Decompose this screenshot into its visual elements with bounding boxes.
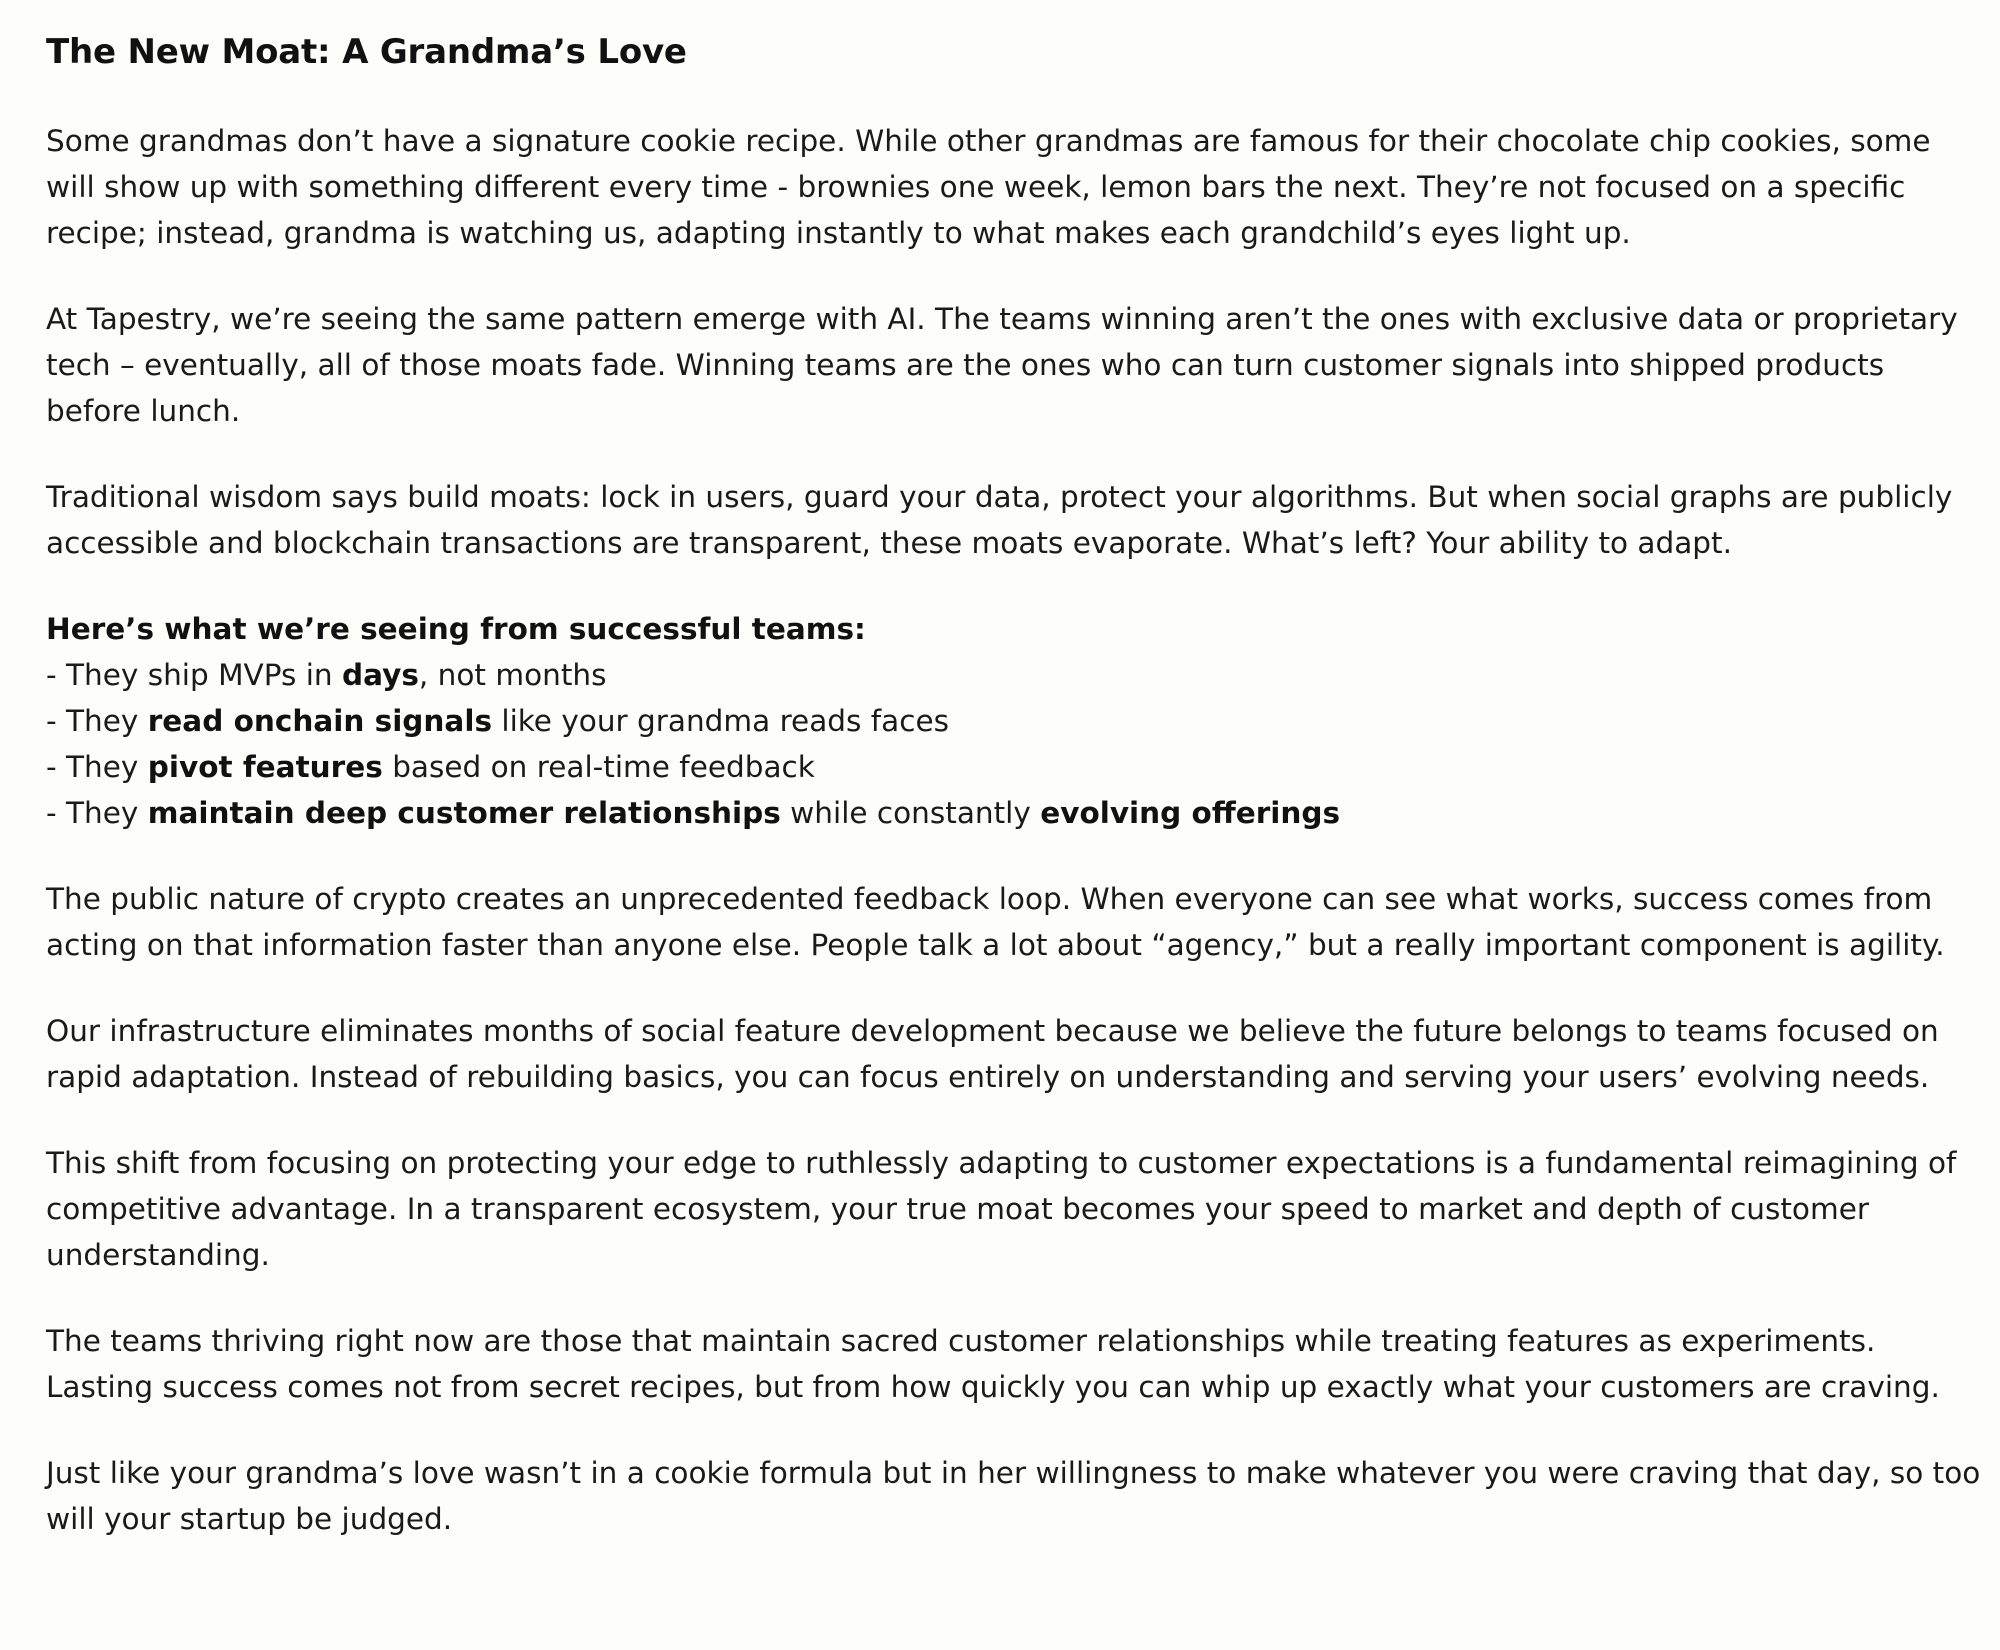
list-item	[46, 790, 1976, 836]
paragraph-infrastructure	[46, 1008, 1976, 1100]
paragraph-line: acting on that information faster than anyone else. People talk a lot about “agency,” but a really important component is agility.	[46, 928, 1945, 962]
list-item-bold: days	[342, 658, 419, 692]
paragraph-traditional-wisdom	[46, 474, 1976, 566]
list-item	[46, 698, 1976, 744]
paragraph-line: rapid adaptation. Instead of rebuilding basics, you can focus entirely on understanding and serving your users’ evolving needs.	[46, 1060, 1930, 1094]
list-item	[46, 744, 1976, 790]
paragraph-conclusion	[46, 1450, 1981, 1542]
paragraph-line: will show up with something different every time - brownies one week, lemon bars the next. They’re not focused on a specific	[46, 170, 1906, 204]
paragraph-line: tech – eventually, all of those moats fade. Winning teams are the ones who can turn customer signals into shipped products	[46, 348, 1885, 382]
paragraph-line: understanding.	[46, 1238, 270, 1272]
list-item-prefix: - They	[46, 704, 148, 738]
paragraph-line: Traditional wisdom says build moats: lock in users, guard your data, protect your algorithms. But when social graphs are publicly	[46, 480, 1953, 514]
paragraph-line: accessible and blockchain transactions are transparent, these moats evaporate. What’s left? Your ability to adapt.	[46, 526, 1732, 560]
paragraph-line: At Tapestry, we’re seeing the same pattern emerge with AI. The teams winning aren’t the ones with exclusive data or proprietary	[46, 302, 1958, 336]
paragraph-shift	[46, 1140, 1976, 1278]
paragraph-line: The public nature of crypto creates an unprecedented feedback loop. When everyone can see what works, success comes from	[46, 882, 1933, 916]
paragraph-line: Just like your grandma’s love wasn’t in a cookie formula but in her willingness to make whatever you were craving that day, so too	[46, 1456, 1981, 1490]
paragraph-line: Lasting success comes not from secret recipes, but from how quickly you can whip up exactly what your customers are craving.	[46, 1370, 1940, 1404]
paragraph-line: competitive advantage. In a transparent ecosystem, your true moat becomes your speed to market and depth of customer	[46, 1192, 1869, 1226]
paragraph-line: Our infrastructure eliminates months of social feature development because we believe the future belongs to teams focused on	[46, 1014, 1939, 1048]
paragraph-line: before lunch.	[46, 394, 241, 428]
paragraph-public-crypto	[46, 876, 1976, 968]
list-item-bold: evolving offerings	[1040, 796, 1341, 830]
list-item-bold: pivot features	[147, 750, 383, 784]
list-item-prefix: - They ship MVPs in	[46, 658, 343, 692]
successful-teams-list	[46, 606, 1976, 836]
paragraph-line: recipe; instead, grandma is watching us, adapting instantly to what makes each grandchild’s eyes light up.	[46, 216, 1631, 250]
list-heading: Here’s what we’re seeing from successful teams:	[46, 612, 866, 646]
paragraph-line: The teams thriving right now are those that maintain sacred customer relationships while treating features as experiments.	[46, 1324, 1876, 1358]
list-item-prefix: - They	[46, 796, 148, 830]
list-item-prefix: - They	[46, 750, 148, 784]
article-title: The New Moat: A Grandma’s Love	[46, 32, 687, 72]
list-item-suffix: like your grandma reads faces	[492, 704, 949, 738]
paragraph-teams-thriving	[46, 1318, 1976, 1410]
list-item-bold: read onchain signals	[147, 704, 492, 738]
list-item-suffix: based on real-time feedback	[382, 750, 815, 784]
list-item-bold: maintain deep customer relationships	[147, 796, 781, 830]
list-item-suffix: , not months	[418, 658, 607, 692]
paragraph-line: will your startup be judged.	[46, 1502, 453, 1536]
paragraph-line: Some grandmas don’t have a signature cookie recipe. While other grandmas are famous for their chocolate chip cookies, some	[46, 124, 1931, 158]
list-item-suffix: while constantly	[780, 796, 1041, 830]
list-item	[46, 652, 1976, 698]
paragraph-grandma-intro	[46, 118, 1976, 256]
paragraph-tapestry	[46, 296, 1976, 434]
paragraph-line: This shift from focusing on protecting your edge to ruthlessly adapting to customer expectations is a fundamental reimagining of	[46, 1146, 1957, 1180]
